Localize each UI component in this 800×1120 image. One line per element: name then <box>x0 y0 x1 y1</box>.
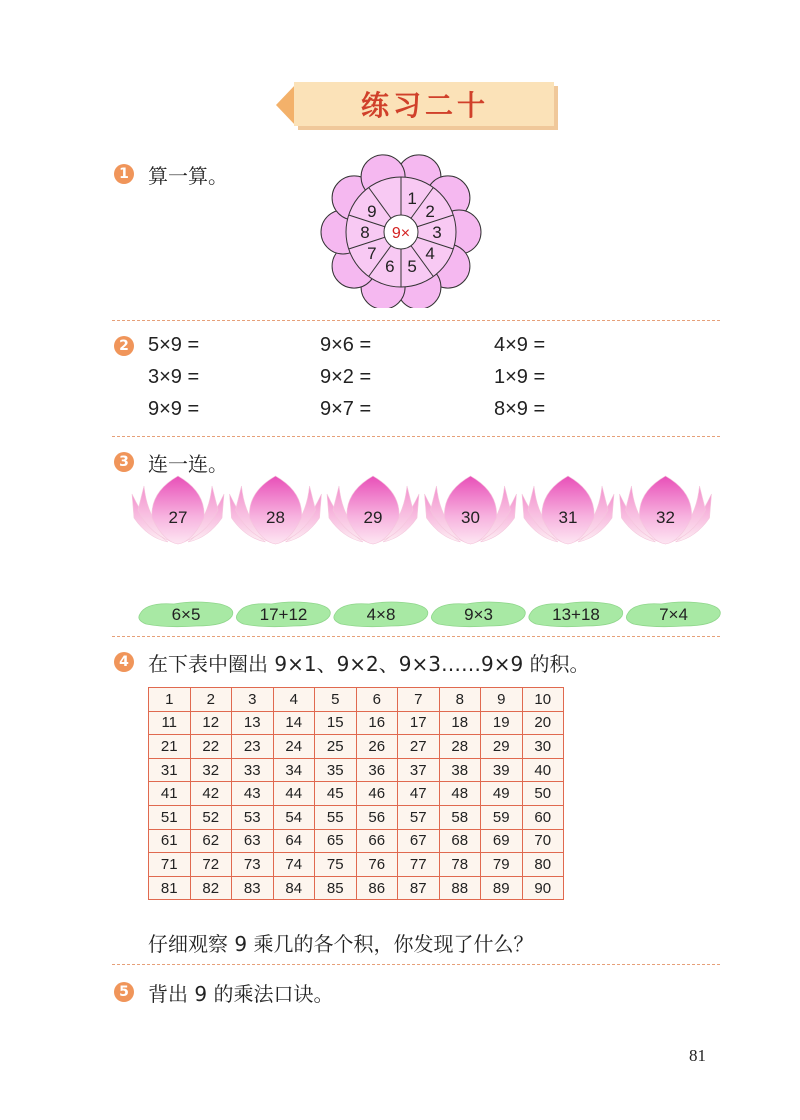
leaf-label: 7×4 <box>659 605 688 624</box>
table-cell[interactable]: 23 <box>232 735 274 759</box>
table-cell[interactable]: 49 <box>481 782 523 806</box>
table-cell[interactable]: 90 <box>522 876 564 900</box>
table-cell[interactable]: 11 <box>149 711 191 735</box>
table-cell[interactable]: 15 <box>315 711 357 735</box>
flower-center-label: 9× <box>391 225 411 242</box>
table-cell[interactable]: 2 <box>190 688 232 712</box>
table-cell[interactable]: 89 <box>481 876 523 900</box>
table-cell[interactable]: 85 <box>315 876 357 900</box>
table-cell[interactable]: 20 <box>522 711 564 735</box>
equation: 9×6 = <box>320 334 372 356</box>
table-cell[interactable]: 1 <box>149 688 191 712</box>
table-cell[interactable]: 34 <box>273 758 315 782</box>
question-5-text: 背出 9 的乘法口诀。 <box>148 982 334 1006</box>
table-cell[interactable]: 35 <box>315 758 357 782</box>
flower-petal-label: 8 <box>360 223 370 242</box>
leaf-expression[interactable] <box>236 602 330 627</box>
lotus-label: 30 <box>461 508 480 527</box>
table-cell[interactable]: 86 <box>356 876 398 900</box>
table-row <box>149 829 564 853</box>
lotus-label: 29 <box>363 508 383 527</box>
table-cell[interactable]: 57 <box>398 805 440 829</box>
lotus-label: 32 <box>656 508 675 527</box>
table-cell[interactable]: 21 <box>149 735 191 759</box>
table-cell[interactable]: 13 <box>232 711 274 735</box>
divider <box>112 636 720 637</box>
question-number-3: 3 <box>114 452 134 472</box>
table-cell[interactable]: 87 <box>398 876 440 900</box>
table-cell[interactable]: 71 <box>149 853 191 877</box>
table-cell[interactable]: 29 <box>481 735 523 759</box>
table-cell[interactable]: 83 <box>232 876 274 900</box>
table-cell[interactable]: 48 <box>439 782 481 806</box>
table-cell[interactable]: 52 <box>190 805 232 829</box>
table-cell[interactable]: 51 <box>149 805 191 829</box>
leaf-expression[interactable] <box>529 602 623 627</box>
leaf-expression[interactable] <box>139 602 233 627</box>
divider <box>112 964 720 965</box>
page-number: 81 <box>689 1046 706 1065</box>
table-cell[interactable]: 67 <box>398 829 440 853</box>
equation: 1×9 = <box>494 366 546 388</box>
table-cell[interactable]: 8 <box>439 688 481 712</box>
table-cell[interactable]: 50 <box>522 782 564 806</box>
table-cell[interactable]: 58 <box>439 805 481 829</box>
flower-petal-label: 9 <box>367 201 377 221</box>
flower-petal-label: 7 <box>367 244 377 264</box>
table-cell[interactable]: 28 <box>439 735 481 759</box>
equation: 9×7 = <box>320 398 372 420</box>
question-number-4: 4 <box>114 652 134 672</box>
table-cell[interactable]: 82 <box>190 876 232 900</box>
leaf-row <box>138 596 728 632</box>
equation: 5×9 = <box>148 334 200 356</box>
table-row <box>149 688 564 712</box>
table-cell[interactable]: 45 <box>315 782 357 806</box>
table-cell[interactable]: 4 <box>273 688 315 712</box>
question-1-text: 算一算。 <box>148 164 228 188</box>
table-cell[interactable]: 33 <box>232 758 274 782</box>
table-row <box>149 805 564 829</box>
lotus-label: 31 <box>558 508 578 527</box>
flower-diagram <box>318 152 484 308</box>
table-cell[interactable]: 19 <box>481 711 523 735</box>
flower-petal-label: 5 <box>407 257 417 277</box>
table-cell[interactable]: 60 <box>522 805 564 829</box>
table-cell[interactable]: 9 <box>481 688 523 712</box>
leaf-expression[interactable] <box>626 602 720 627</box>
table-cell[interactable]: 77 <box>398 853 440 877</box>
table-cell[interactable]: 10 <box>522 688 564 712</box>
lotus-label: 27 <box>168 508 188 527</box>
table-cell[interactable]: 7 <box>398 688 440 712</box>
table-cell[interactable]: 30 <box>522 735 564 759</box>
table-cell[interactable]: 31 <box>149 758 191 782</box>
table-cell[interactable]: 46 <box>356 782 398 806</box>
equation: 4×9 = <box>494 334 546 356</box>
table-cell[interactable]: 27 <box>398 735 440 759</box>
lotus-flower[interactable] <box>230 476 322 544</box>
lotus-flower[interactable] <box>620 476 712 544</box>
leaf-expression[interactable] <box>431 602 525 627</box>
equation: 3×9 = <box>148 366 200 388</box>
table-cell[interactable]: 61 <box>149 829 191 853</box>
table-cell[interactable]: 81 <box>149 876 191 900</box>
divider <box>112 436 720 437</box>
question-4-text: 在下表中圈出 9×1、9×2、9×3……9×9 的积。 <box>148 652 590 676</box>
table-cell[interactable]: 16 <box>356 711 398 735</box>
lotus-label: 28 <box>266 508 285 527</box>
table-cell[interactable]: 53 <box>232 805 274 829</box>
table-row <box>149 758 564 782</box>
table-cell[interactable]: 80 <box>522 853 564 877</box>
table-cell[interactable]: 39 <box>481 758 523 782</box>
table-cell[interactable]: 65 <box>315 829 357 853</box>
table-cell[interactable]: 78 <box>439 853 481 877</box>
table-cell[interactable]: 40 <box>522 758 564 782</box>
table-cell[interactable]: 38 <box>439 758 481 782</box>
table-cell[interactable]: 44 <box>273 782 315 806</box>
divider <box>112 320 720 321</box>
table-cell[interactable]: 36 <box>356 758 398 782</box>
table-cell[interactable]: 73 <box>232 853 274 877</box>
equation: 8×9 = <box>494 398 546 420</box>
question-number-5: 5 <box>114 982 134 1002</box>
table-cell[interactable]: 37 <box>398 758 440 782</box>
table-cell[interactable]: 76 <box>356 853 398 877</box>
lotus-flower[interactable] <box>425 476 517 544</box>
table-cell[interactable]: 43 <box>232 782 274 806</box>
page-title: 练习二十 <box>360 89 489 122</box>
question-4-followup: 仔细观察 9 乘几的各个积，你发现了什么？ <box>148 932 534 956</box>
table-cell[interactable]: 26 <box>356 735 398 759</box>
flower-petal-label: 1 <box>407 188 417 208</box>
table-row <box>149 853 564 877</box>
table-cell[interactable]: 17 <box>398 711 440 735</box>
table-cell[interactable]: 12 <box>190 711 232 735</box>
flower-petal-label: 3 <box>432 223 442 242</box>
lotus-row <box>130 470 730 550</box>
table-cell[interactable]: 59 <box>481 805 523 829</box>
table-cell[interactable]: 18 <box>439 711 481 735</box>
lotus-flower[interactable] <box>522 476 614 544</box>
question-number-2: 2 <box>114 336 134 356</box>
table-row <box>149 782 564 806</box>
question-3-text: 连一连。 <box>148 452 228 476</box>
table-cell[interactable]: 14 <box>273 711 315 735</box>
flower-petal-label: 6 <box>385 257 395 277</box>
table-cell[interactable]: 24 <box>273 735 315 759</box>
table-cell[interactable]: 70 <box>522 829 564 853</box>
question-number-1: 1 <box>114 164 134 184</box>
flower-petal-label: 4 <box>425 244 435 264</box>
table-cell[interactable]: 63 <box>232 829 274 853</box>
leaf-label: 6×5 <box>171 605 201 624</box>
table-cell[interactable]: 42 <box>190 782 232 806</box>
lotus-flower[interactable] <box>327 476 419 544</box>
table-cell[interactable]: 84 <box>273 876 315 900</box>
table-cell[interactable]: 72 <box>190 853 232 877</box>
equation: 9×9 = <box>148 398 200 420</box>
table-cell[interactable]: 41 <box>149 782 191 806</box>
table-cell[interactable]: 66 <box>356 829 398 853</box>
table-cell[interactable]: 6 <box>356 688 398 712</box>
table-cell[interactable]: 54 <box>273 805 315 829</box>
leaf-label: 4×8 <box>366 605 396 624</box>
table-cell[interactable]: 47 <box>398 782 440 806</box>
table-cell[interactable]: 75 <box>315 853 357 877</box>
table-cell[interactable]: 74 <box>273 853 315 877</box>
lotus-flower[interactable] <box>132 476 224 544</box>
equation: 9×2 = <box>320 366 372 388</box>
table-cell[interactable]: 79 <box>481 853 523 877</box>
leaf-label: 17+12 <box>259 605 308 624</box>
table-cell[interactable]: 32 <box>190 758 232 782</box>
flower-petal-label: 2 <box>425 201 435 221</box>
leaf-expression[interactable] <box>334 602 428 627</box>
table-cell[interactable]: 5 <box>315 688 357 712</box>
table-cell[interactable]: 55 <box>315 805 357 829</box>
number-table <box>148 687 564 900</box>
table-cell[interactable]: 88 <box>439 876 481 900</box>
table-cell[interactable]: 25 <box>315 735 357 759</box>
leaf-label: 9×3 <box>464 605 493 624</box>
table-cell[interactable]: 56 <box>356 805 398 829</box>
table-cell[interactable]: 69 <box>481 829 523 853</box>
leaf-label: 13+18 <box>552 605 600 624</box>
table-cell[interactable]: 22 <box>190 735 232 759</box>
table-cell[interactable]: 62 <box>190 829 232 853</box>
table-cell[interactable]: 3 <box>232 688 274 712</box>
table-row <box>149 711 564 735</box>
table-row <box>149 876 564 900</box>
table-row <box>149 735 564 759</box>
table-cell[interactable]: 64 <box>273 829 315 853</box>
table-cell[interactable]: 68 <box>439 829 481 853</box>
